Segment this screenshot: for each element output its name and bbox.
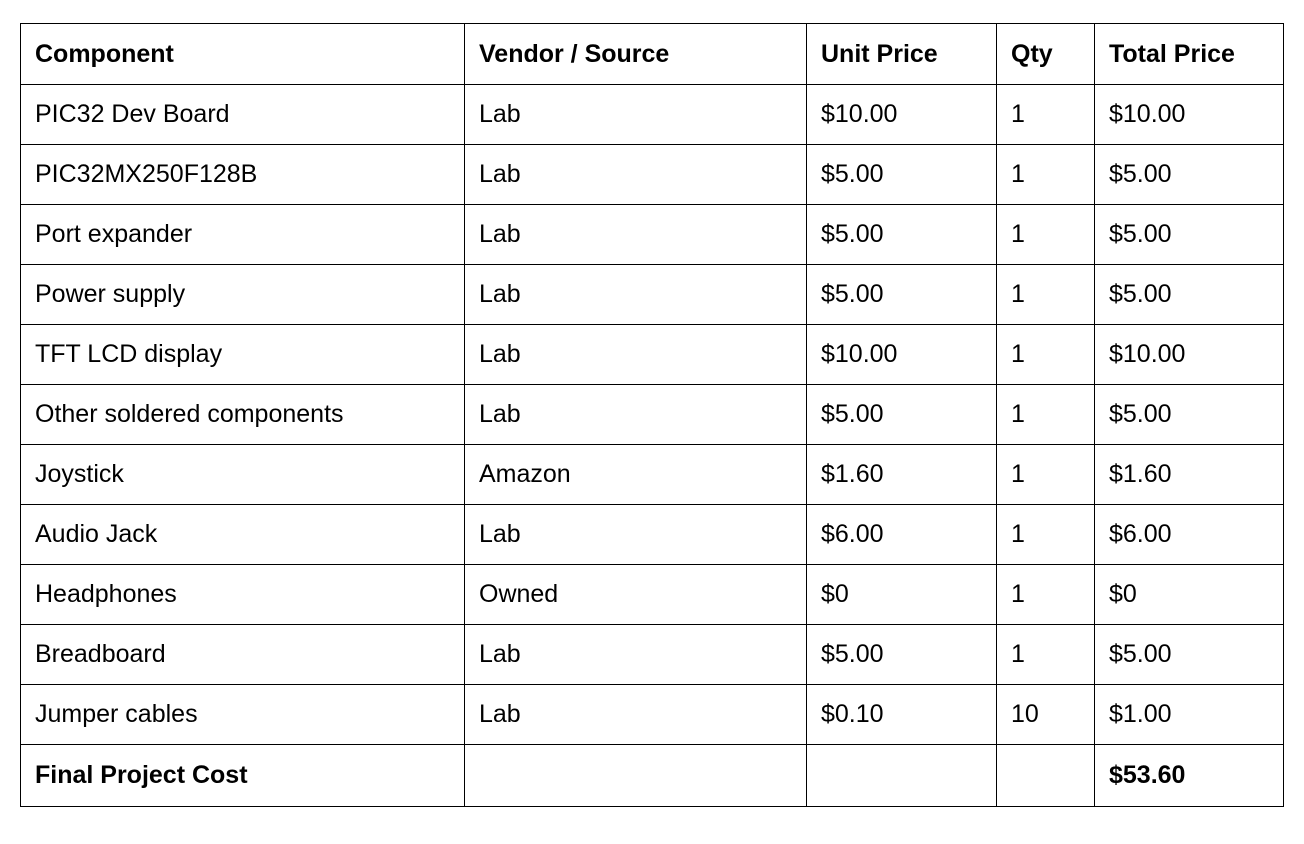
cell-vendor: Lab xyxy=(465,685,807,745)
table-row xyxy=(21,205,1284,265)
cost-table-container xyxy=(20,23,1284,807)
cell-component: Power supply xyxy=(21,265,465,325)
cell-total-price: $5.00 xyxy=(1095,625,1284,685)
table-row xyxy=(21,325,1284,385)
cell-vendor: Lab xyxy=(465,265,807,325)
header-unit-price: Unit Price xyxy=(807,24,997,85)
table-body xyxy=(21,85,1284,745)
cell-qty: 1 xyxy=(997,85,1095,145)
cell-component: Port expander xyxy=(21,205,465,265)
cell-vendor: Lab xyxy=(465,205,807,265)
cell-component: Breadboard xyxy=(21,625,465,685)
cell-component: TFT LCD display xyxy=(21,325,465,385)
cell-component: Jumper cables xyxy=(21,685,465,745)
cell-vendor: Owned xyxy=(465,565,807,625)
cell-component: PIC32MX250F128B xyxy=(21,145,465,205)
cell-qty: 1 xyxy=(997,325,1095,385)
cell-unit-price: $6.00 xyxy=(807,505,997,565)
cell-total-price: $5.00 xyxy=(1095,205,1284,265)
table-row xyxy=(21,385,1284,445)
cell-component: Headphones xyxy=(21,565,465,625)
header-qty: Qty xyxy=(997,24,1095,85)
cell-vendor: Lab xyxy=(465,385,807,445)
cell-unit-price: $10.00 xyxy=(807,325,997,385)
cell-vendor: Lab xyxy=(465,505,807,565)
cell-total-price: $10.00 xyxy=(1095,85,1284,145)
cell-unit-price: $10.00 xyxy=(807,85,997,145)
cell-component: Audio Jack xyxy=(21,505,465,565)
total-row xyxy=(21,745,1284,807)
cell-qty: 1 xyxy=(997,205,1095,265)
cell-unit-price: $5.00 xyxy=(807,145,997,205)
cell-unit-price: $1.60 xyxy=(807,445,997,505)
cell-vendor: Lab xyxy=(465,145,807,205)
cell-total-price: $6.00 xyxy=(1095,505,1284,565)
cell-unit-price: $0.10 xyxy=(807,685,997,745)
cell-qty: 1 xyxy=(997,145,1095,205)
cell-total-price: $5.00 xyxy=(1095,145,1284,205)
cell-qty: 1 xyxy=(997,445,1095,505)
cell-vendor: Lab xyxy=(465,85,807,145)
cell-component: PIC32 Dev Board xyxy=(21,85,465,145)
table-header-row xyxy=(21,24,1284,85)
cell-qty: 1 xyxy=(997,565,1095,625)
table-row xyxy=(21,565,1284,625)
cell-unit-price: $5.00 xyxy=(807,265,997,325)
cell-qty: 1 xyxy=(997,385,1095,445)
cell-total-price: $1.00 xyxy=(1095,685,1284,745)
total-price-value: $53.60 xyxy=(1095,745,1284,807)
cell-qty: 1 xyxy=(997,625,1095,685)
cell-total-price: $10.00 xyxy=(1095,325,1284,385)
cell-unit-price: $5.00 xyxy=(807,625,997,685)
cell-unit-price: $5.00 xyxy=(807,385,997,445)
total-vendor-cell xyxy=(465,745,807,807)
cell-unit-price: $0 xyxy=(807,565,997,625)
cell-qty: 10 xyxy=(997,685,1095,745)
project-cost-table xyxy=(20,23,1284,807)
cell-qty: 1 xyxy=(997,505,1095,565)
cell-component: Joystick xyxy=(21,445,465,505)
header-vendor: Vendor / Source xyxy=(465,24,807,85)
header-component: Component xyxy=(21,24,465,85)
table-row xyxy=(21,145,1284,205)
cell-vendor: Lab xyxy=(465,625,807,685)
cell-vendor: Lab xyxy=(465,325,807,385)
cell-total-price: $5.00 xyxy=(1095,265,1284,325)
cell-qty: 1 xyxy=(997,265,1095,325)
cell-total-price: $0 xyxy=(1095,565,1284,625)
table-row xyxy=(21,625,1284,685)
table-row xyxy=(21,685,1284,745)
total-qty-cell xyxy=(997,745,1095,807)
cell-vendor: Amazon xyxy=(465,445,807,505)
cell-unit-price: $5.00 xyxy=(807,205,997,265)
cell-total-price: $5.00 xyxy=(1095,385,1284,445)
table-row xyxy=(21,85,1284,145)
header-total-price: Total Price xyxy=(1095,24,1284,85)
total-unit-price-cell xyxy=(807,745,997,807)
table-row xyxy=(21,445,1284,505)
table-row xyxy=(21,505,1284,565)
cell-total-price: $1.60 xyxy=(1095,445,1284,505)
cell-component: Other soldered components xyxy=(21,385,465,445)
total-label: Final Project Cost xyxy=(21,745,465,807)
table-row xyxy=(21,265,1284,325)
